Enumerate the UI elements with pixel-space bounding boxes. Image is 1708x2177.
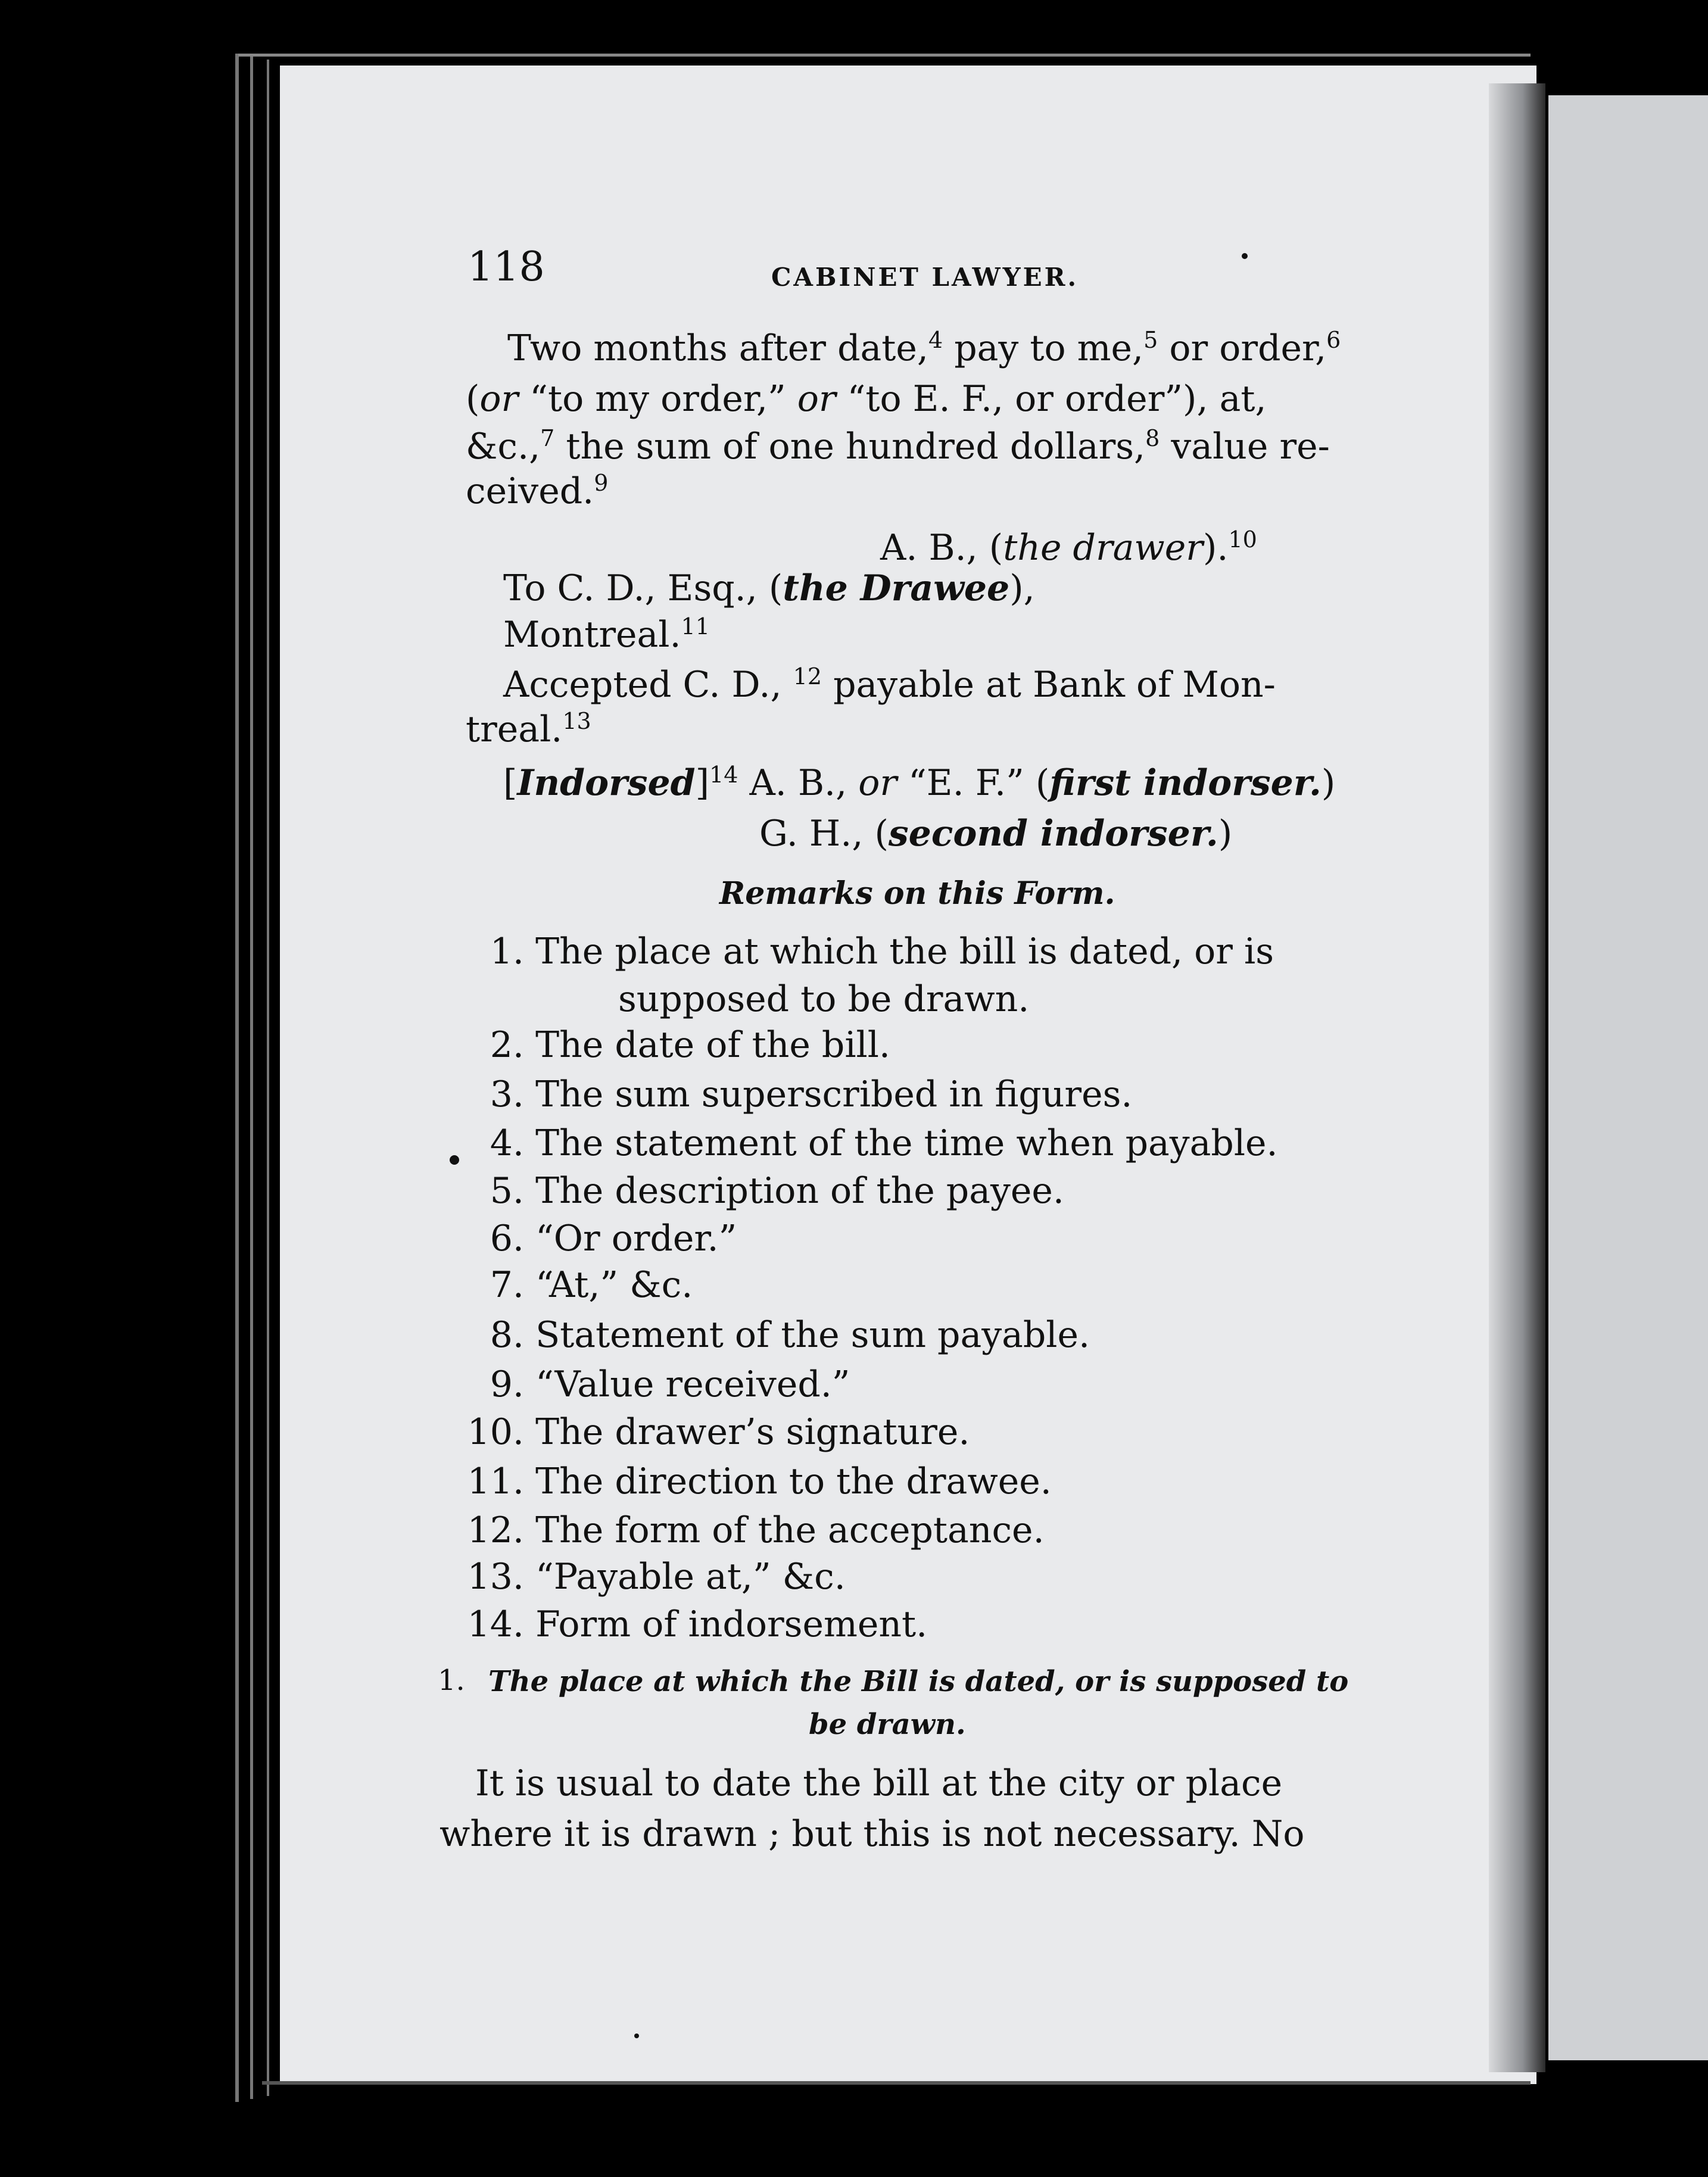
- ink-speck: [634, 2033, 639, 2038]
- section-heading: The place at which the Bill is dated, or is supposed to: [488, 1665, 1349, 1698]
- facing-page: [1548, 95, 1708, 2060]
- page-edge-line: [267, 60, 269, 2096]
- list-item: 12. The form of the acceptance.: [467, 1509, 1045, 1551]
- running-title: CABINET LAWYER.: [771, 263, 1079, 292]
- list-item: 4. The statement of the time when payable.: [490, 1122, 1278, 1164]
- second-indorser-line: G. H., (second indorser.): [759, 813, 1233, 854]
- form-line-2: (or “to my order,” or “to E. F., or order”), at,: [466, 378, 1267, 420]
- list-item: 6. “Or order.”: [490, 1218, 737, 1259]
- drawee-direction: To C. D., Esq., (the Drawee),: [503, 567, 1035, 609]
- page-gutter: [1489, 83, 1545, 2072]
- indorsement-line: [Indorsed]$^{14}$ A. B., or “E. F.” (first indorser.): [503, 762, 1336, 804]
- list-item: 8. Statement of the sum payable.: [490, 1314, 1090, 1356]
- page-top-edge: [238, 54, 1531, 57]
- ink-speck: [450, 1155, 459, 1165]
- form-line-3: &c.,$^7$ the sum of one hundred dollars,$^8$ value re-: [466, 425, 1330, 467]
- page-bottom-edge: [262, 2081, 1531, 2085]
- list-item: 10. The drawer’s signature.: [467, 1411, 970, 1453]
- list-item-continuation: supposed to be drawn.: [618, 978, 1030, 1020]
- form-line-1: Two months after date,$^4$ pay to me,$^5$ or order,$^6$: [507, 327, 1341, 369]
- paragraph-line-2: where it is drawn ; but this is not necessary. No: [440, 1813, 1305, 1855]
- list-item: 7. “At,” &c.: [490, 1264, 693, 1306]
- acceptance-line: Accepted C. D., $^{12}$ payable at Bank of Mon-: [503, 663, 1276, 706]
- list-item: 2. The date of the bill.: [490, 1024, 890, 1066]
- list-item: 14. Form of indorsement.: [467, 1604, 928, 1645]
- paragraph-line-1: It is usual to date the bill at the city or place: [475, 1763, 1283, 1804]
- list-item: 1. The place at which the bill is dated, or is: [490, 931, 1274, 972]
- form-line-4: ceived.$^9$: [466, 470, 609, 512]
- list-item: 3. The sum superscribed in figures.: [490, 1074, 1133, 1115]
- section-number: 1.: [438, 1664, 465, 1697]
- page-edge-line: [250, 57, 253, 2099]
- page-number: 118: [467, 244, 545, 291]
- acceptance-line-2: treal.$^{13}$: [466, 708, 591, 750]
- page-edge-line: [235, 54, 239, 2102]
- drawee-place: Montreal.$^{11}$: [503, 613, 710, 656]
- list-item: 11. The direction to the drawee.: [467, 1461, 1052, 1502]
- section-heading-2: be drawn.: [809, 1708, 966, 1741]
- list-item: 5. The description of the payee.: [490, 1170, 1064, 1212]
- remarks-heading: Remarks on this Form.: [719, 875, 1115, 912]
- list-item: 9. “Value received.”: [490, 1364, 850, 1405]
- list-item: 13. “Payable at,” &c.: [467, 1556, 846, 1598]
- drawer-signature: A. B., (the drawer).$^{10}$: [880, 526, 1257, 569]
- ink-speck: [1242, 253, 1248, 259]
